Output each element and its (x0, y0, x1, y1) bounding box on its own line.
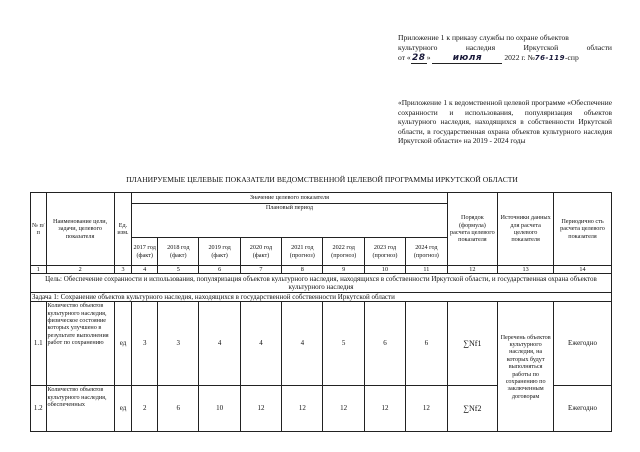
column-number: 10 (364, 266, 405, 274)
column-number: 13 (498, 266, 554, 274)
row-value: 12 (406, 386, 447, 432)
handwritten-month: июля (452, 53, 483, 63)
header-year: 2019 год (факт) (199, 238, 240, 266)
order-word-3: Иркутской (523, 43, 559, 52)
handwritten-day: 28 (411, 53, 426, 63)
header-year: 2023 год (прогноз) (364, 238, 405, 266)
row-value: 4 (199, 302, 240, 386)
date-year: 2022 г. № (504, 53, 535, 62)
order-reference (398, 33, 612, 64)
header-plan-period: Плановый период (132, 204, 447, 238)
column-number: 5 (158, 266, 199, 274)
header-unit: Ед. изм. (114, 193, 132, 266)
column-number: 9 (323, 266, 364, 274)
date-prefix: от « (398, 53, 411, 62)
header-year: 2018 год (факт) (158, 238, 199, 266)
goal-text: Цель: Обеспечение сохранности и использования, популяризация объектов культурного наследия, находящихся в собственности Иркутской области, и государственная охрана объектов культурного наследия (31, 274, 612, 293)
row-value: 12 (240, 386, 281, 432)
header-sources: Источники данных для расчета целевого показателя (498, 193, 554, 266)
row-value: 4 (240, 302, 281, 386)
column-number: 2 (46, 266, 114, 274)
date-mid: » (426, 53, 431, 62)
row-value: 2 (132, 386, 158, 432)
column-number: 1 (31, 266, 47, 274)
row-value: 4 (282, 302, 323, 386)
row-description: Количество объектов культурного наследия, физическое состояние которых улучшено в результате выполнения работ по сохранению (46, 302, 114, 386)
row-value: 12 (364, 386, 405, 432)
indicators-table (30, 192, 612, 432)
column-number: 6 (199, 266, 240, 274)
order-word-1: культурного (398, 43, 438, 52)
column-number: 11 (406, 266, 447, 274)
task-text: Задача 1: Сохранение объектов культурного наследия, находящихся в государственной собственности Иркутской области (31, 293, 612, 302)
order-line-1: Приложение 1 к приказу службы по охране объектов (398, 33, 569, 42)
column-number: 12 (447, 266, 498, 274)
handwritten-number: 76-119 (534, 54, 565, 62)
column-number: 8 (282, 266, 323, 274)
header-no: № п/п (31, 193, 47, 266)
order-suffix: -спр (564, 53, 579, 62)
row-number: 1.1 (31, 302, 47, 386)
row-value: 3 (132, 302, 158, 386)
order-word-4: области (586, 43, 612, 52)
annex-text: «Приложение 1 к ведомственной целевой программе «Обеспечение сохранности и использования, популяризация объектов культурного наследия, находящихся в собственности Иркутской области, в государственная охрана объектов культурного наследия Иркутской области» на 2019 - 2024 годы (398, 98, 612, 146)
order-date-line (398, 53, 612, 64)
row-formula: ∑Nf2 (447, 386, 498, 432)
document-title: ПЛАНИРУЕМЫЕ ЦЕЛЕВЫЕ ПОКАЗАТЕЛИ ВЕДОМСТВЕННОЙ ЦЕЛЕВОЙ ПРОГРАММЫ ИРКУТСКОЙ ОБЛАСТИ (126, 175, 518, 184)
header-year: 2021 год (прогноз) (282, 238, 323, 266)
column-number: 7 (240, 266, 281, 274)
row-unit: ед (114, 386, 132, 432)
sources-merged: Перечень объектов культурного наследия, на которых будут выполняться работы по сохранению по заключенным договорам (498, 302, 554, 432)
column-number: 14 (554, 266, 612, 274)
row-value: 12 (323, 386, 364, 432)
header-year: 2022 год (прогноз) (323, 238, 364, 266)
row-value: 6 (364, 302, 405, 386)
column-number: 4 (132, 266, 158, 274)
row-value: 6 (158, 386, 199, 432)
column-number-row (31, 266, 612, 274)
row-description: Количество объектов культурного наследия, обеспеченных (46, 386, 114, 432)
header-name: Наименование цели, задачи, целевого показателя (46, 193, 114, 266)
task-row (31, 293, 612, 302)
order-word-2: наследия (465, 43, 496, 52)
header-year: 2017 год (факт) (132, 238, 158, 266)
row-value: 3 (158, 302, 199, 386)
row-formula: ∑Nf1 (447, 302, 498, 386)
row-periodicity: Ежегодно (554, 386, 612, 432)
row-value: 6 (406, 302, 447, 386)
header-year: 2024 год (прогноз) (406, 238, 447, 266)
row-periodicity: Ежегодно (554, 302, 612, 386)
order-line-2 (398, 43, 612, 53)
table-row (31, 302, 612, 386)
row-value: 12 (282, 386, 323, 432)
goal-row (31, 274, 612, 293)
header-periodicity: Периодично сть расчета целевого показателя (554, 193, 612, 266)
header-year: 2020 год (факт) (240, 238, 281, 266)
row-unit: ед (114, 302, 132, 386)
row-value: 5 (323, 302, 364, 386)
header-row-1 (31, 193, 612, 204)
header-value-group: Значение целевого показателя (132, 193, 447, 204)
column-number: 3 (114, 266, 132, 274)
header-formula: Порядок (формула) расчета целевого показателя (447, 193, 498, 266)
row-value: 10 (199, 386, 240, 432)
row-number: 1.2 (31, 386, 47, 432)
